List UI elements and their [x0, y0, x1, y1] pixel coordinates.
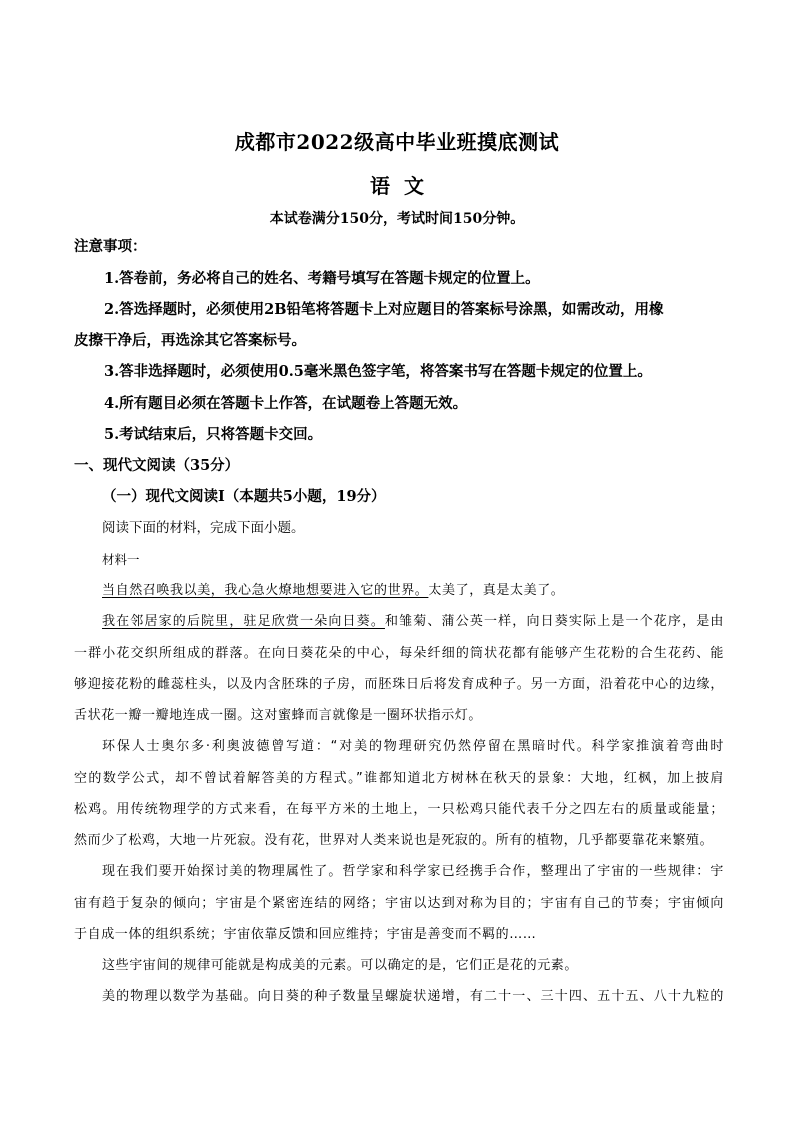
- notice-item-5: 5.考试结束后，只将答题卡交回。: [104, 426, 323, 443]
- passage-p4-line2: 宙有趋于复杂的倾向；宇宙是个紧密连结的网络；宇宙以达到对称为目的；宇宙有自己的节奏；宇宙倾向: [74, 896, 724, 911]
- passage-p3-line3: 松鸡。用传统物理学的方式来看，在每平方米的土地上，一只松鸡只能代表千分之四左右的质量或能量；: [74, 802, 724, 817]
- material-label: 材料一: [102, 552, 140, 567]
- notice-item-4: 4.所有题目必须在答题卡上作答，在试题卷上答题无效。: [104, 395, 468, 412]
- exam-info: 本试卷满分150分，考试时间150分钟。: [269, 211, 525, 227]
- notice-item-2-cont: 皮擦干净后，再选涂其它答案标号。: [74, 332, 306, 349]
- exam-title: 成都市2022级高中毕业班摸底测试: [234, 130, 560, 154]
- passage-p3-line2: 空的数学公式，却不曾试着解答美的方程式。”谁都知道北方树林在秋天的景象：大地，红枫，加上披肩: [74, 771, 724, 786]
- notices-heading: 注意事项：: [74, 238, 147, 255]
- passage-p2-line2: 一群小花交织所组成的群落。在向日葵花朵的中心，每朵纤细的筒状花都有能够产生花粉的合生花药、能: [74, 646, 724, 661]
- passage-p5: 这些宇宙间的规律可能就是构成美的元素。可以确定的是，它们正是花的元素。: [102, 958, 579, 973]
- passage-p4-line1: 现在我们要开始探讨美的物理属性了。哲学家和科学家已经携手合作，整理出了宇宙的一些规律：宇: [102, 864, 724, 879]
- p1-underlined-sentence: 当自然召唤我以美，我心急火燎地想要进入它的世界。: [102, 583, 429, 598]
- notice-item-2: 2.答选择题时，必须使用2B铅笔将答题卡上对应题目的答案标号涂黑，如需改动，用橡: [104, 301, 664, 318]
- passage-p2-line1: [102, 612, 724, 632]
- reading-instruction: 阅读下面的材料，完成下面小题。: [102, 520, 305, 536]
- section-subheading: （一）现代文阅读Ⅰ（本题共5小题，19分）: [102, 488, 386, 505]
- passage-p3-line4: 然而少了松鸡，大地一片死寂。没有花，世界对人类来说也是死寂的。所有的植物，几乎都要靠花来繁殖。: [74, 833, 714, 848]
- section-heading: 一、现代文阅读（35分）: [74, 457, 240, 474]
- p2-underlined-sentence: 我在邻居家的后院里，驻足欣赏一朵向日葵。: [102, 614, 385, 629]
- passage-p6-line1: 美的物理以数学为基础。向日葵的种子数量呈螺旋状递增，有二十一、三十四、五十五、八十九粒的: [102, 989, 724, 1004]
- p1-rest: 太美了，真是太美了。: [428, 583, 565, 598]
- passage-p1: [102, 581, 724, 601]
- subject-title: 语文: [370, 174, 438, 198]
- passage-p2-line3: 够迎接花粉的雌蕊柱头，以及内含胚珠的子房，而胚珠日后将发育成种子。另一方面，沿着花中心的边缘，: [74, 677, 724, 692]
- notice-item-3: 3.答非选择题时，必须使用0.5毫米黑色签字笔，将答案书写在答题卡规定的位置上。: [104, 363, 652, 380]
- passage-p3-line1: 环保人士奥尔多·利奥波德曾写道：“对美的物理研究仍然停留在黑暗时代。科学家推演着弯曲时: [102, 739, 724, 754]
- passage-p2-line4: 舌状花一瓣一瓣地连成一圈。这对蜜蜂而言就像是一圈环状指示灯。: [74, 708, 483, 723]
- p2-first-line-rest: 和雏菊、蒲公英一样，向日葵实际上是一个花序，是由: [384, 614, 724, 629]
- passage-p4-line3: 于自成一体的组织系统；宇宙依靠反馈和回应维持；宇宙是善变而不羁的……: [74, 927, 537, 942]
- notice-item-1: 1.答卷前，务必将自己的姓名、考籍号填写在答题卡规定的位置上。: [104, 270, 540, 287]
